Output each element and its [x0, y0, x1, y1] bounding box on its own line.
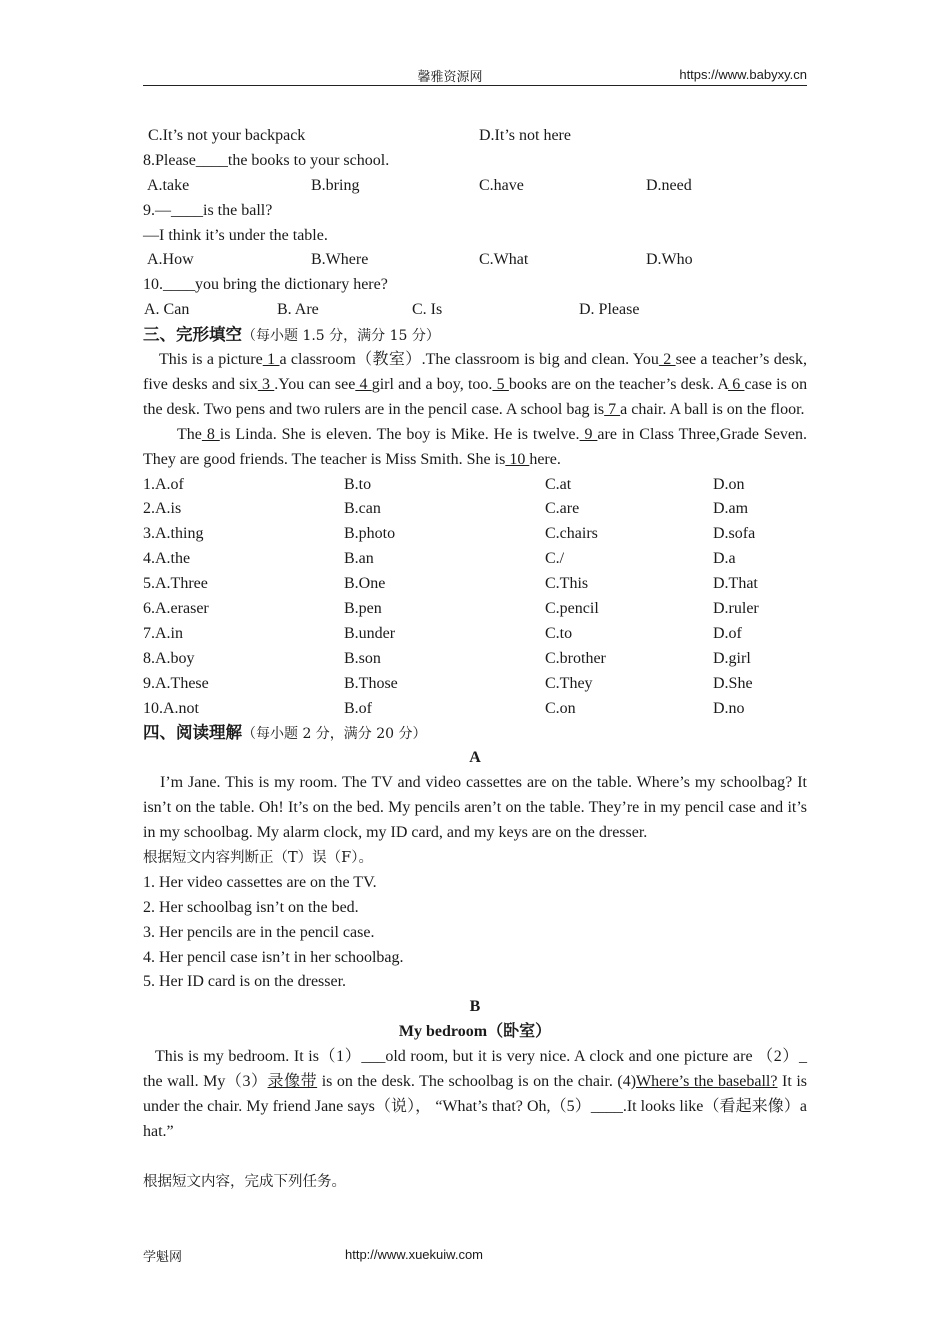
q10-options-row [143, 298, 807, 323]
option-b: B.son [344, 649, 381, 667]
passage-b-underlined-word: 录像带 [267, 1072, 318, 1090]
q8-option-a: A.take [147, 176, 190, 194]
cloze-option-row [143, 672, 807, 697]
option-a: 8.A.boy [143, 649, 195, 667]
q10-option-a: A. Can [144, 301, 190, 319]
cloze-text: girl and a boy, too. [371, 375, 493, 393]
cloze-text: The [177, 425, 202, 443]
cloze-blank-4: 4 [355, 375, 372, 393]
option-b: B.an [344, 550, 374, 568]
q9-option-b: B.Where [311, 251, 369, 269]
cloze-option-row [143, 647, 807, 672]
q9-options-row [143, 248, 807, 273]
q8-option-d: D.need [646, 176, 692, 194]
cloze-text: here. [529, 450, 561, 468]
option-a: 3.A.thing [143, 525, 204, 543]
cloze-option-row [143, 547, 807, 572]
option-d: D.ruler [713, 600, 759, 617]
section4-title: 四、阅读理解 [143, 723, 242, 743]
cloze-blank-9: 9 [579, 425, 598, 443]
cloze-text: a classroom（教室）.The classroom is big and clean. You [279, 351, 659, 369]
option-a: 1.A.of [143, 475, 184, 493]
cloze-text: books are on the teacher’s desk. A [508, 375, 728, 393]
q10-option-b: B. Are [277, 301, 319, 319]
q7-options-row [143, 124, 807, 149]
cloze-text: are in Class Three,Grade Seven. They are good friends. The teacher is Miss Smith. She is [143, 425, 808, 468]
section3-title: 三、完形填空 [143, 325, 242, 345]
option-a: 9.A.These [143, 674, 209, 692]
cloze-option-row [143, 622, 807, 647]
cloze-blank-10: 10 [505, 450, 530, 468]
q9-reply: —I think it’s under the table. [143, 226, 328, 244]
q8-stem: 8.Please____the books to your school. [143, 151, 390, 169]
passage-b-label: B [469, 998, 481, 1016]
header-site-name: 馨雅资源网 [417, 70, 483, 85]
q10-option-d: D. Please [579, 301, 640, 319]
q9-option-d: D.Who [646, 251, 693, 269]
header-site-url[interactable]: https://www.babyxy.cn [679, 67, 807, 82]
option-d: D.on [713, 475, 745, 493]
option-a: 6.A.eraser [143, 600, 209, 617]
passage-b-instruction: 根据短文内容，完成下列任务。 [143, 1173, 346, 1190]
option-d: D.That [713, 575, 758, 593]
cloze-blank-6: 6 [728, 375, 745, 393]
option-c: C.They [545, 674, 593, 692]
option-b: B.under [344, 624, 396, 642]
cloze-option-row [143, 522, 807, 547]
cloze-blank-3: 3 [257, 375, 275, 393]
option-b: B.pen [344, 600, 382, 617]
q9-option-a: A.How [147, 251, 194, 269]
option-b: B.One [344, 575, 386, 593]
document-body [143, 124, 807, 1194]
q9-stem: 9.—____is the ball? [143, 201, 273, 219]
section4-note: （每小题 2 分，满分 20 分） [242, 726, 427, 743]
section3-heading [143, 323, 807, 348]
statement-item: 4. Her pencil case isn’t in her schoolbag. [143, 948, 404, 966]
cloze-text: case is on the desk. Two pens and two rulers are in the pencil case. A school bag is [143, 375, 808, 418]
cloze-option-row [143, 497, 807, 522]
option-a: 5.A.Three [143, 575, 208, 593]
cloze-option-row [143, 597, 807, 622]
option-a: 7.A.in [143, 624, 183, 642]
q10-stem: 10.____you bring the dictionary here? [143, 276, 388, 294]
option-d: D.She [713, 674, 753, 692]
cloze-option-row [143, 572, 807, 597]
option-c: C.pencil [545, 600, 599, 617]
option-b: B.to [344, 475, 372, 493]
q10-option-c: C. Is [412, 301, 443, 319]
cloze-text: a chair. A ball is on the floor. [620, 400, 805, 418]
section4-heading [143, 721, 807, 746]
statement-item: 5. Her ID card is on the dresser. [143, 973, 347, 991]
option-b: B.photo [344, 525, 396, 543]
cloze-text: .You can see [274, 375, 356, 393]
passage-b-text [143, 1045, 807, 1145]
passage-b-title: My bedroom（卧室） [398, 1023, 552, 1041]
option-c: C./ [545, 550, 565, 568]
statement-item: 3. Her pencils are in the pencil case. [143, 923, 375, 941]
cloze-blank-5: 5 [492, 375, 509, 393]
option-c: C.chairs [545, 525, 598, 543]
header-divider [143, 85, 807, 86]
passage-b-segment: This is my bedroom. It is（1）___old room, but it is very nice. A clock and one picture are （2）_ the wall. My（3） [143, 1048, 807, 1090]
cloze-options-table [143, 473, 807, 722]
option-b: B.Those [344, 674, 398, 692]
option-c: C.on [545, 699, 576, 717]
blank-spacer [143, 1145, 807, 1170]
passage-b-underlined-question: Where’s the baseball? [636, 1072, 778, 1090]
cloze-blank-1: 1 [262, 351, 280, 369]
option-a: 4.A.the [143, 550, 191, 568]
passage-a-label: A [469, 749, 481, 767]
option-d: D.a [713, 550, 736, 568]
option-c: C.This [545, 575, 589, 593]
cloze-paragraph-2 [143, 423, 807, 473]
q8-option-b: B.bring [311, 176, 360, 194]
cloze-text: see a teacher’s desk, five desks and six [143, 351, 808, 393]
option-d: D.girl [713, 649, 751, 667]
cloze-blank-7: 7 [604, 400, 621, 418]
statement-item: 1. Her video cassettes are on the TV. [143, 873, 377, 891]
option-c: C.to [545, 624, 573, 642]
option-d: D.of [713, 624, 742, 642]
footer-site-name: 学魁网 [143, 1250, 183, 1265]
option-a: 2.A.is [143, 500, 182, 518]
cloze-text: This is a picture [159, 351, 263, 369]
section3-note: （每小题 1.5 分，满分 15 分） [242, 328, 440, 345]
footer-site-url[interactable]: http://www.xuekuiw.com [345, 1247, 483, 1262]
cloze-paragraph-1 [143, 348, 807, 423]
cloze-blank-2: 2 [658, 351, 676, 369]
option-d: D.sofa [713, 525, 756, 543]
statement-item: 2. Her schoolbag isn’t on the bed. [143, 898, 359, 916]
q8-option-c: C.have [479, 176, 524, 194]
option-a: 10.A.not [143, 699, 199, 717]
option-c: C.are [545, 500, 580, 518]
option-b: B.can [344, 500, 381, 518]
passage-a-text: I’m Jane. This is my room. The TV and video cassettes are on the table. Where’s my schoolbag? It isn’t on the table. Oh! It’s on the bed. My pencils aren’t on the table. They’re in my pencil case and it’s in my schoolbag. My alarm clock, my ID card, and my keys are on the dresser. [143, 774, 807, 842]
option-d: D.am [713, 500, 749, 518]
cloze-option-row [143, 473, 807, 498]
cloze-blank-8: 8 [201, 425, 220, 443]
passage-a-instruction: 根据短文内容判断正（T）误（F）。 [143, 849, 373, 866]
cloze-text: is Linda. She is eleven. The boy is Mike. He is twelve. [219, 425, 580, 443]
option-b: B.of [344, 699, 372, 717]
q7-option-c: C.It’s not your backpack [148, 127, 306, 144]
q7-option-d: D.It’s not here [479, 127, 571, 144]
passage-b-segment: is on the desk. The schoolbag is on the chair. (4) [317, 1072, 637, 1090]
option-d: D.no [713, 699, 745, 717]
passage-b-segment: It is under the chair. My friend Jane says（说）， “What’s that? Oh,（5）____.It looks like（看起来像）a hat.” [143, 1072, 807, 1140]
q8-options-row [143, 174, 807, 199]
option-c: C.brother [545, 649, 606, 667]
cloze-option-row [143, 697, 807, 722]
option-c: C.at [545, 475, 572, 493]
q9-option-c: C.What [479, 251, 529, 269]
